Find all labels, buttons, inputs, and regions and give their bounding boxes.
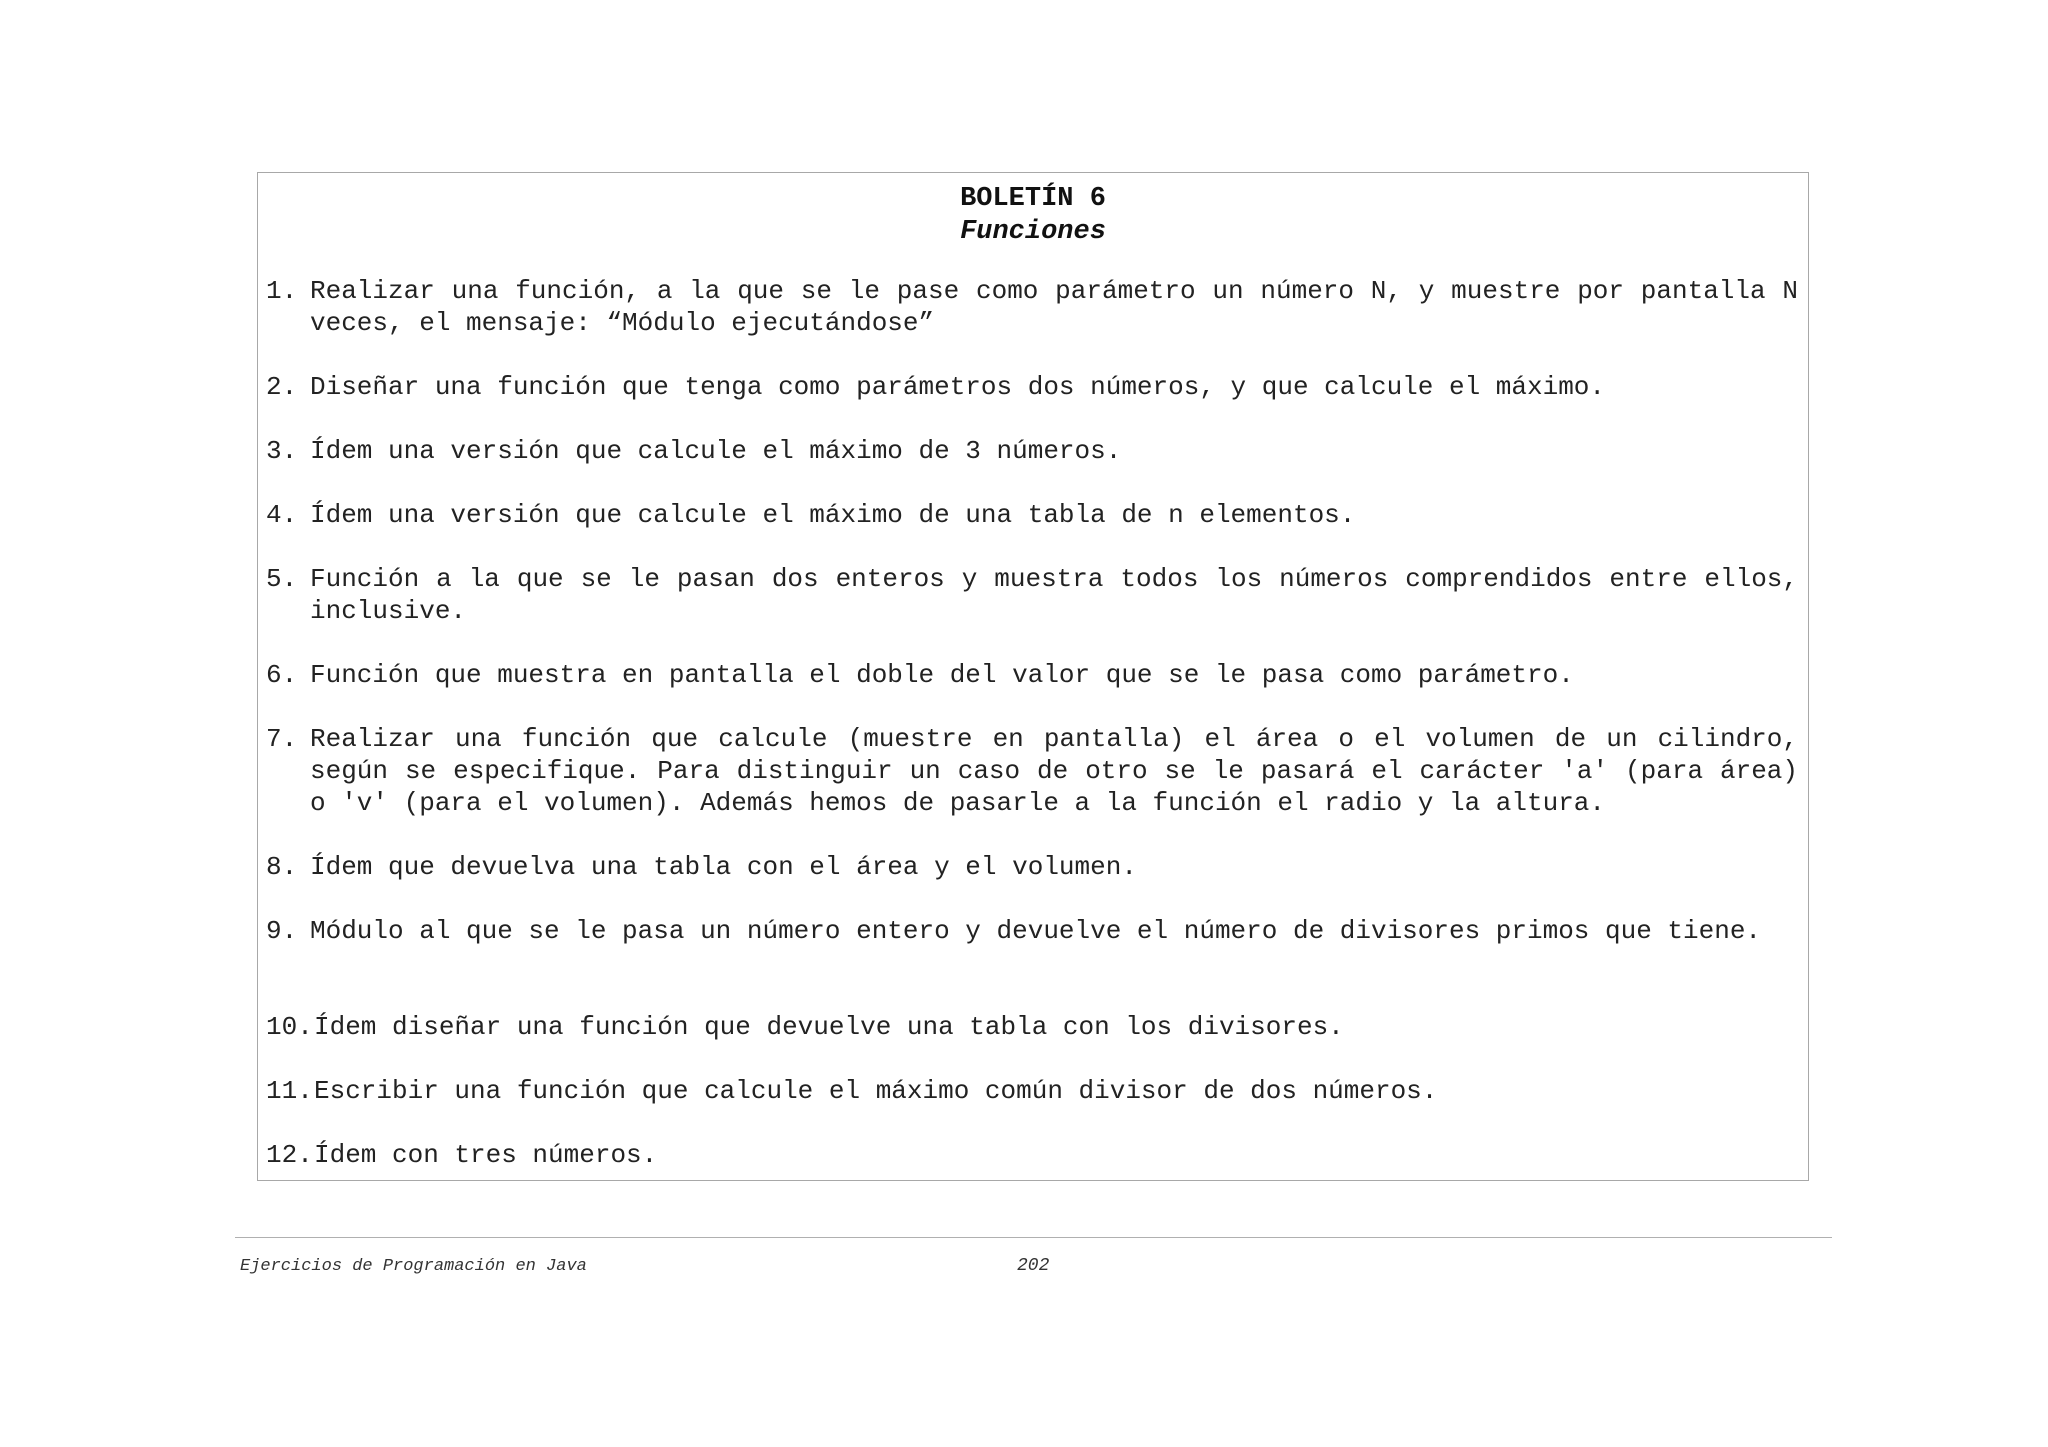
exercise-number: 10. [266,1012,313,1042]
exercise-item-2 [266,371,1810,403]
exercise-number: 1. [266,276,298,306]
exercise-text: Realizar una función, a la que se le pase como parámetro un número N, y muestre por pantalla N veces, el mensaje: “Módulo ejecutándose” [310,276,1798,338]
exercise-item-6 [266,659,1810,691]
exercise-number: 8. [266,852,298,882]
exercise-text: Ídem una versión que calcule el máximo de una tabla de n elementos. [310,500,1356,530]
exercise-item-7 [266,723,1810,819]
exercise-item-9 [266,915,1810,947]
sheet-title: BOLETÍN 6 [960,184,1106,214]
exercise-text: Escribir una función que calcule el máximo común divisor de dos números. [314,1076,1438,1106]
footer-page-number: 202 [1017,1256,1050,1276]
exercise-number: 9. [266,916,298,946]
exercise-text: Diseñar una función que tenga como parámetros dos números, y que calcule el máximo. [310,372,1606,402]
exercise-item-12 [266,1139,1810,1171]
exercise-number: 5. [266,564,298,594]
sheet-subtitle: Funciones [960,217,1106,247]
exercise-text: Ídem diseñar una función que devuelve una tabla con los divisores. [314,1012,1344,1042]
exercise-item-3 [266,435,1810,467]
exercise-item-1 [266,275,1810,339]
exercise-number: 11. [266,1076,313,1106]
exercise-sheet-box [257,172,1809,1181]
exercise-item-8 [266,851,1810,883]
exercise-text: Módulo al que se le pasa un número entero y devuelve el número de divisores primos que tiene. [310,916,1762,946]
exercise-item-11 [266,1075,1810,1107]
exercise-number: 4. [266,500,298,530]
footer-book-title: Ejercicios de Programación en Java [240,1257,587,1276]
exercise-number: 7. [266,724,298,754]
exercise-number: 3. [266,436,298,466]
exercise-text: Función que muestra en pantalla el doble del valor que se le pasa como parámetro. [310,660,1574,690]
exercise-item-5 [266,563,1810,627]
footer-divider [235,1237,1832,1238]
exercise-text: Ídem con tres números. [314,1140,658,1170]
exercise-text: Función a la que se le pasan dos enteros y muestra todos los números comprendidos entre ellos, inclusive. [310,564,1798,626]
exercise-item-4 [266,499,1810,531]
exercise-text: Ídem una versión que calcule el máximo de 3 números. [310,436,1122,466]
exercise-number: 2. [266,372,298,402]
exercise-item-10 [266,1011,1810,1043]
exercise-text: Ídem que devuelva una tabla con el área y el volumen. [310,852,1137,882]
exercise-text: Realizar una función que calcule (muestre en pantalla) el área o el volumen de un cilindro, según se especifique. Para distinguir un caso de otro se le pasará el carácter 'a' (para área) o 'v' (para el volumen). Además hemos de pasarle a la función el radio y la altura. [310,724,1798,818]
exercise-number: 6. [266,660,298,690]
exercise-number: 12. [266,1140,313,1170]
